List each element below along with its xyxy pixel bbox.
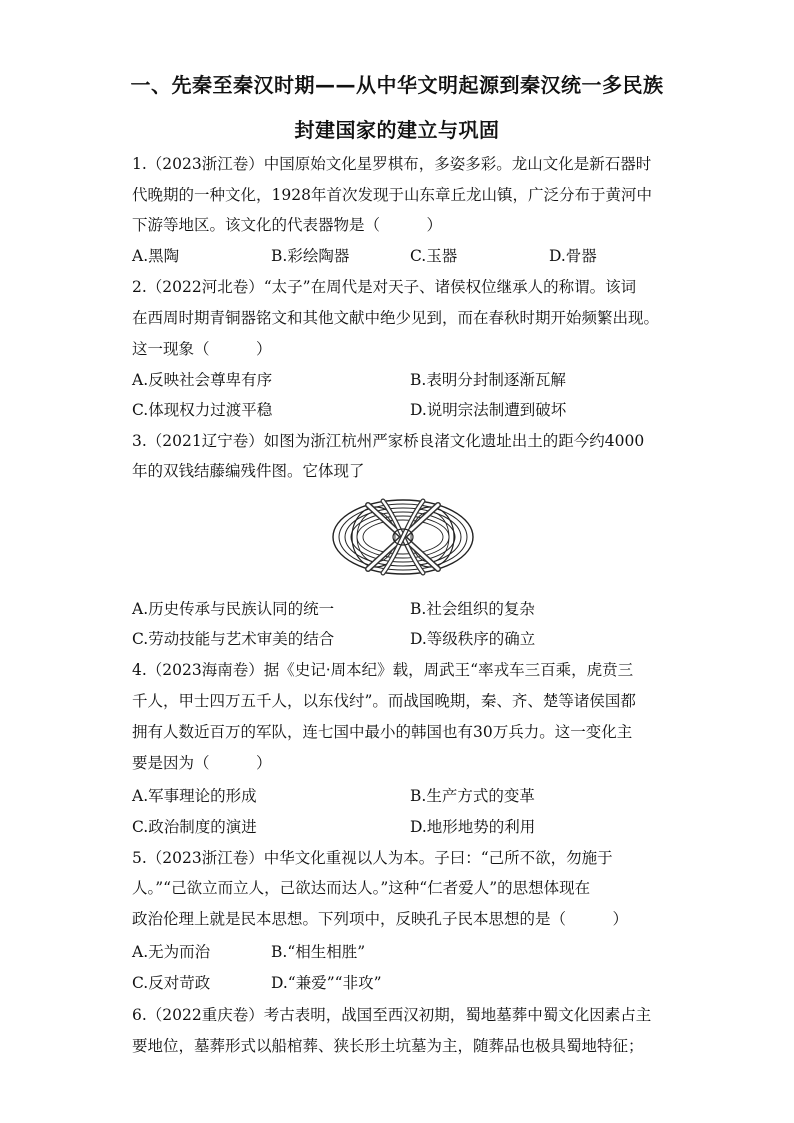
q3-line-2: 年的双钱结藤编残件图。它体现了 bbox=[132, 462, 365, 480]
q5-option-a[interactable]: A.无为而治 bbox=[132, 943, 211, 961]
q3-line-1: 3.（2021辽宁卷）如图为浙江杭州严家桥良渚文化遗址出土的距今约4000 bbox=[132, 432, 645, 450]
q1-option-c[interactable]: C.玉器 bbox=[410, 247, 458, 265]
q5-option-d[interactable]: D.“兼爱”“非攻” bbox=[271, 974, 382, 992]
title-line-1: 一、先秦至秦汉时期——从中华文明起源到秦汉统一多民族 bbox=[130, 73, 664, 97]
q6-line-1: 6.（2022重庆卷）考古表明，战国至西汉初期，蜀地墓葬中蜀文化因素占主 bbox=[132, 1006, 652, 1024]
q1-line-1: 1.（2023浙江卷）中国原始文化星罗棋布，多姿多彩。龙山文化是新石器时 bbox=[132, 155, 652, 173]
q2-line-2: 在西周时期青铜器铭文和其他文献中绝少见到，而在春秋时期开始频繁出现。 bbox=[132, 309, 660, 327]
q2-option-c[interactable]: C.体现权力过渡平稳 bbox=[132, 401, 273, 419]
rattan-knot-figure bbox=[328, 493, 478, 580]
q4-line-1: 4.（2023海南卷）据《史记·周本纪》载，周武王“率戎车三百乘，虎贲三 bbox=[132, 661, 634, 679]
q3-option-d[interactable]: D.等级秩序的确立 bbox=[410, 630, 536, 648]
q1-option-b[interactable]: B.彩绘陶器 bbox=[271, 247, 350, 265]
q2-line-3: 这一现象（ ） bbox=[132, 340, 272, 358]
q1-line-3: 下游等地区。该文化的代表器物是（ ） bbox=[132, 216, 443, 234]
q4-option-d[interactable]: D.地形地势的利用 bbox=[410, 818, 536, 836]
q5-option-b[interactable]: B.“相生相胜” bbox=[271, 943, 366, 961]
q1-line-2: 代晚期的一种文化，1928年首次发现于山东章丘龙山镇，广泛分布于黄河中 bbox=[132, 186, 652, 204]
q4-line-3: 拥有人数近百万的军队，连七国中最小的韩国也有30万兵力。这一变化主 bbox=[132, 723, 633, 741]
q2-option-d[interactable]: D.说明宗法制遭到破坏 bbox=[410, 401, 567, 419]
q4-option-a[interactable]: A.军事理论的形成 bbox=[132, 787, 257, 805]
q2-option-a[interactable]: A.反映社会尊卑有序 bbox=[132, 371, 273, 389]
q5-option-c[interactable]: C.反对苛政 bbox=[132, 974, 211, 992]
q2-line-1: 2.（2022河北卷）“太子”在周代是对天子、诸侯权位继承人的称谓。该词 bbox=[132, 278, 637, 296]
q4-option-b[interactable]: B.生产方式的变革 bbox=[410, 787, 535, 805]
q3-option-c[interactable]: C.劳动技能与艺术审美的结合 bbox=[132, 630, 335, 648]
q3-option-a[interactable]: A.历史传承与民族认同的统一 bbox=[132, 600, 335, 618]
q4-line-4: 要是因为（ ） bbox=[132, 754, 272, 772]
q1-option-a[interactable]: A.黑陶 bbox=[132, 247, 180, 265]
q1-option-d[interactable]: D.骨器 bbox=[549, 247, 597, 265]
q2-option-b[interactable]: B.表明分封制逐渐瓦解 bbox=[410, 371, 566, 389]
q4-option-c[interactable]: C.政治制度的演进 bbox=[132, 818, 257, 836]
q5-line-3: 政治伦理上就是民本思想。下列项中，反映孔子民本思想的是（ ） bbox=[132, 910, 629, 928]
q5-line-1: 5.（2023浙江卷）中华文化重视以人为本。子曰：“己所不欲，勿施于 bbox=[132, 849, 613, 867]
q5-line-2: 人。”“己欲立而立人，己欲达而达人。”这种“仁者爱人”的思想体现在 bbox=[132, 879, 591, 897]
q3-option-b[interactable]: B.社会组织的复杂 bbox=[410, 600, 535, 618]
q6-line-2: 要地位，墓葬形式以船棺葬、狭长形土坑墓为主，随葬品也极具蜀地特征； bbox=[132, 1037, 644, 1055]
q4-line-2: 千人，甲士四万五千人，以东伐纣”。而战国晚期，秦、齐、楚等诸侯国都 bbox=[132, 692, 636, 710]
title-line-2: 封建国家的建立与巩固 bbox=[294, 118, 500, 142]
